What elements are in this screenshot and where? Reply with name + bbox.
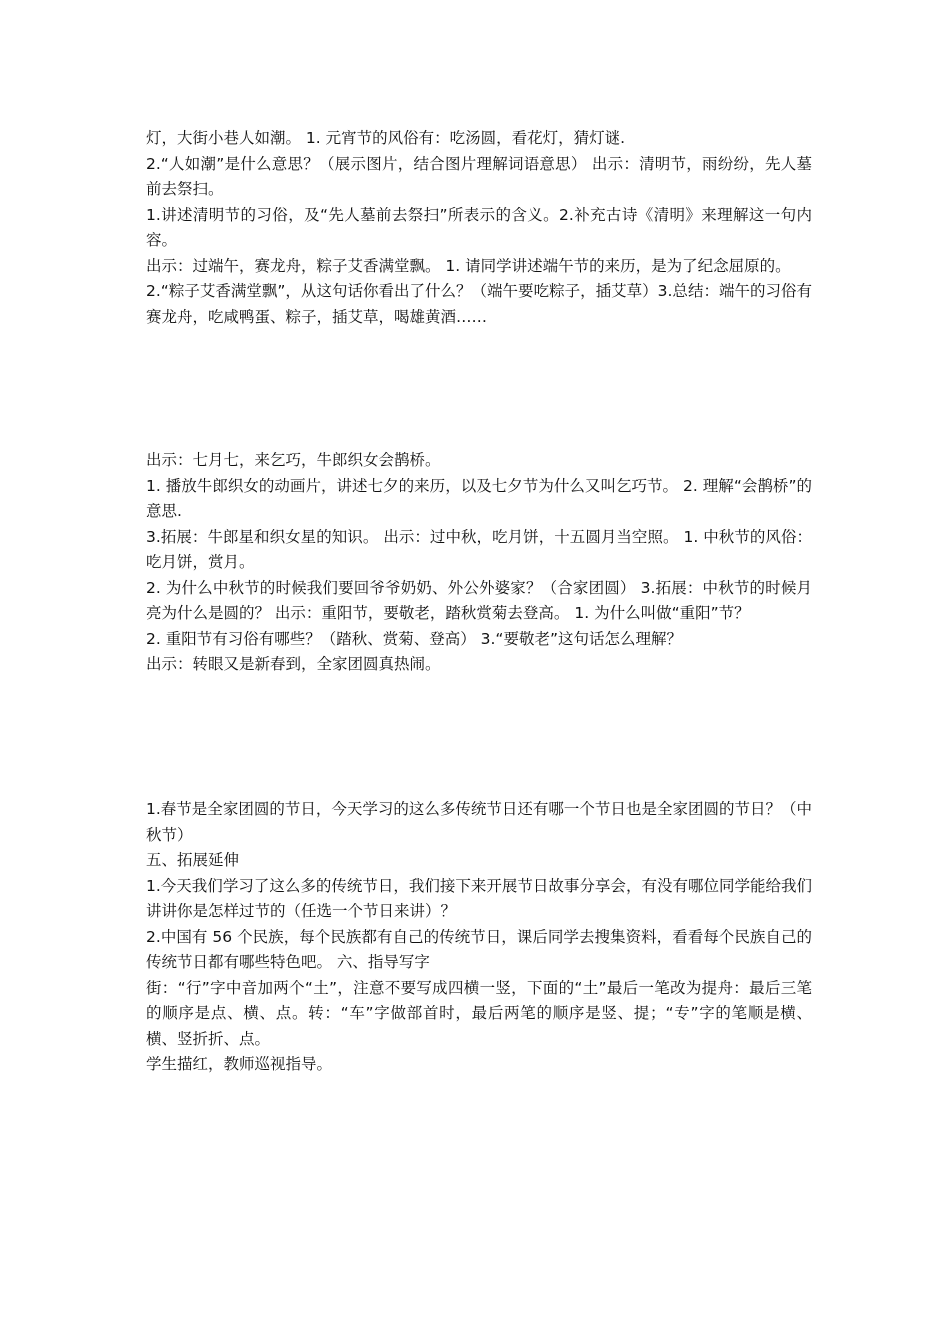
paragraph: 学生描红，教师巡视指导。 (146, 1055, 333, 1073)
section-festivals-part2 (146, 448, 812, 678)
paragraph: 2.中国有 56 个民族，每个民族都有自己的传统节日，课后同学去搜集资料，看看每个民族自己的传统节日都有哪些特色吧。 六、指导写字 (146, 927, 812, 971)
section-summary-and-extension (146, 797, 812, 1078)
paragraph: 2. 重阳节有习俗有哪些？（踏秋、赏菊、登高） 3.“要敬老”这句话怎么理解？ (146, 629, 682, 648)
paragraph: 1.今天我们学习了这么多的传统节日，我们接下来开展节日故事分享会，有没有哪位同学能给我们讲讲你是怎样过节的（任选一个节日来讲）？ (146, 876, 812, 920)
section-festivals-part1 (146, 126, 812, 330)
paragraph: 出示：过端午，赛龙舟，粽子艾香满堂飘。 1. 请同学讲述端午节的来历，是为了纪念屈原的。 (146, 256, 791, 275)
paragraph: 2.“粽子艾香满堂飘”，从这句话你看出了什么？（端午要吃粽子，插艾草）3.总结：端午的习俗有赛龙舟，吃咸鸭蛋、粽子，插艾草，喝雄黄酒…… (146, 282, 812, 326)
paragraph: 出示：转眼又是新春到，全家团圆真热闹。 (146, 655, 441, 673)
paragraph: 1. 播放牛郎织女的动画片，讲述七夕的来历，以及七夕节为什么又叫乞巧节。 2. 理解“会鹊桥”的意思. (146, 476, 812, 520)
paragraph: 2. 为什么中秋节的时候我们要回爷爷奶奶、外公外婆家？（合家团圆） 3.拓展：中秋节的时候月亮为什么是圆的？ 出示：重阳节，要敬老，踏秋赏菊去登高。 1. 为什么叫做“重阳”节？ (146, 578, 812, 622)
section-heading: 五、拓展延伸 (146, 851, 240, 869)
paragraph: 灯，大街小巷人如潮。 1. 元宵节的风俗有：吃汤圆，看花灯，猜灯谜. (146, 129, 626, 147)
paragraph: 街：“行”字中音加两个“土”，注意不要写成四横一竖，下面的“土”最后一笔改为提舟：最后三笔的顺序是点、横、点。转：“车”字做部首时，最后两笔的顺序是竖、提；“专”字的笔顺是横、横、竖折折、点。 (146, 978, 812, 1048)
paragraph: 3.拓展：牛郎星和织女星的知识。 出示：过中秋，吃月饼，十五圆月当空照。 1. 中秋节的风俗：吃月饼，赏月。 (146, 527, 812, 571)
paragraph: 1.讲述清明节的习俗，及“先人墓前去祭扫”所表示的含义。2.补充古诗《清明》来理解这一句内容。 (146, 205, 812, 249)
paragraph-heading: 出示：七月七，来乞巧，牛郎织女会鹊桥。 (146, 451, 441, 469)
paragraph: 1.春节是全家团圆的节日，今天学习的这么多传统节日还有哪一个节日也是全家团圆的节日？（中秋节） (146, 800, 812, 844)
paragraph: 2.“人如潮”是什么意思？（展示图片，结合图片理解词语意思） 出示：清明节，雨纷纷，先人墓前去祭扫。 (146, 154, 812, 198)
